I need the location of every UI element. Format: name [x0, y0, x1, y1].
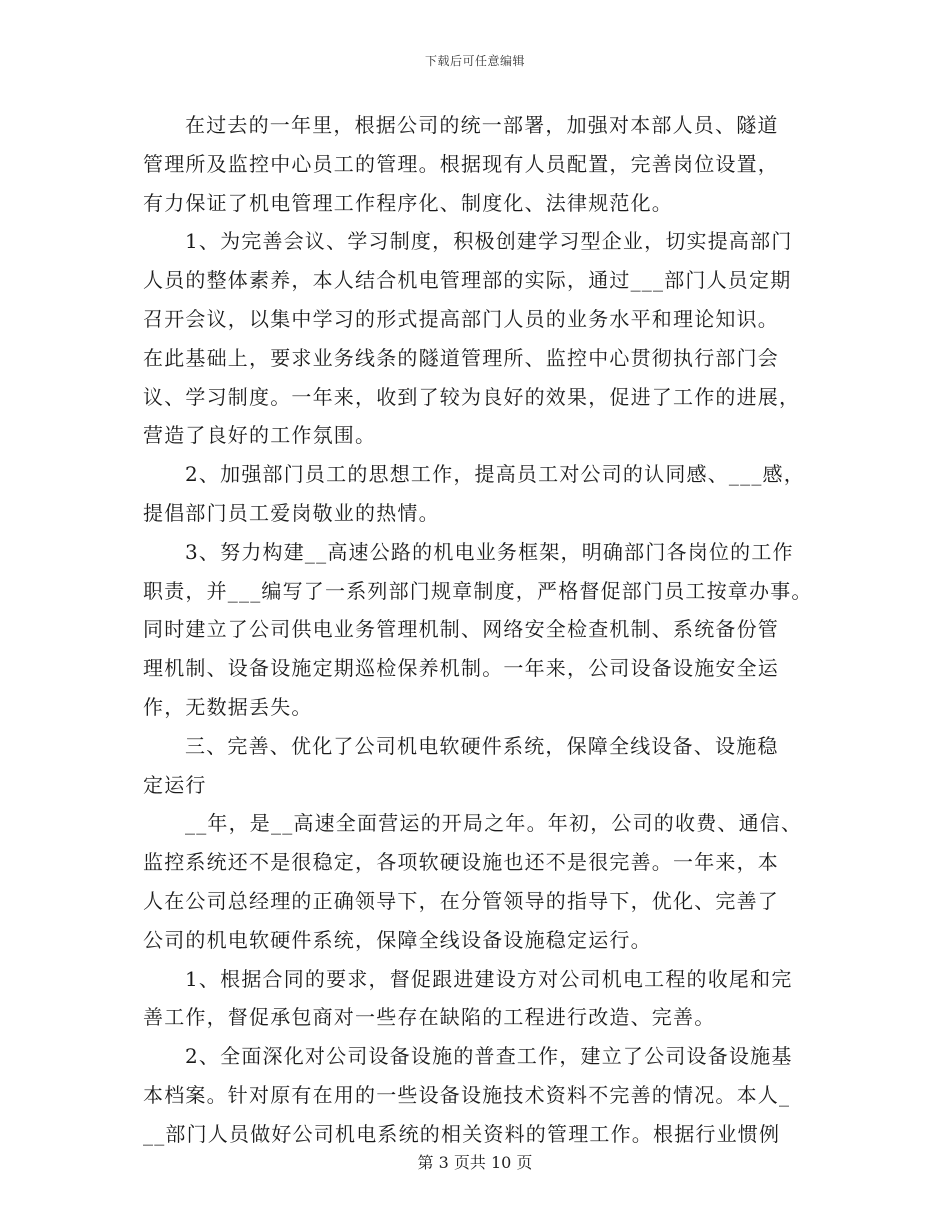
text-line: 召开会议，以集中学习的形式提高部门人员的业务水平和理论知识。: [143, 306, 779, 331]
text-line: 在此基础上，要求业务线条的隧道管理所、监控中心贯彻执行部门会: [143, 345, 779, 370]
text-line: 职责，并___编写了一系列部门规章制度，严格督促部门员工按章办事。: [143, 578, 813, 603]
page-header: 下载后可任意编辑: [424, 54, 525, 68]
text-line: 有力保证了机电管理工作程序化、制度化、法律规范化。: [143, 190, 673, 215]
text-line: 人员的整体素养，本人结合机电管理部的实际，通过___部门人员定期: [143, 268, 792, 293]
document-body: [143, 106, 813, 1154]
text-line: 三、完善、优化了公司机电软硬件系统，保障全线设备、设施稳: [185, 733, 779, 758]
text-line: 议、学习制度。一年来，收到了较为良好的效果，促进了工作的进展，: [143, 384, 801, 409]
text-line: 公司的机电软硬件系统，保障全线设备设施稳定运行。: [143, 927, 652, 952]
text-line: 2、全面深化对公司设备设施的普查工作，建立了公司设备设施基: [185, 1044, 793, 1069]
text-line: 2、加强部门员工的思想工作，提高员工对公司的认同感、___感，: [185, 462, 805, 487]
page-footer: 第 3 页共 10 页: [417, 1153, 533, 1172]
text-line: 3、努力构建__高速公路的机电业务框架，明确部门各岗位的工作: [185, 539, 794, 564]
text-line: 管理所及监控中心员工的管理。根据现有人员配置，完善岗位设置，: [143, 151, 779, 176]
text-line: 营造了良好的工作氛围。: [143, 423, 377, 448]
text-line: 1、根据合同的要求，督促跟进建设方对公司机电工程的收尾和完: [185, 966, 793, 991]
text-line: 在过去的一年里，根据公司的统一部署，加强对本部人员、隧道: [185, 113, 779, 137]
text-line: 1、为完善会议、学习制度，积极创建学习型企业，切实提高部门: [185, 229, 793, 254]
text-line: 作，无数据丢失。: [143, 694, 313, 719]
text-line: 善工作，督促承包商对一些存在缺陷的工程进行改造、完善。: [143, 1005, 716, 1030]
text-line: 同时建立了公司供电业务管理机制、网络安全检查机制、系统备份管: [143, 617, 779, 642]
text-line: 本档案。针对原有在用的一些设备设施技术资料不完善的情况。本人_: [143, 1082, 791, 1107]
text-line: __部门人员做好公司机电系统的相关资料的管理工作。根据行业惯例: [143, 1121, 781, 1146]
text-line: __年，是__高速全面营运的开局之年。年初，公司的收费、通信、: [185, 811, 803, 836]
text-line: 定运行: [143, 772, 207, 797]
text-line: 监控系统还不是很稳定，各项软硬设施也还不是很完善。一年来，本: [143, 850, 779, 875]
text-line: 理机制、设备设施定期巡检保养机制。一年来，公司设备设施安全运: [143, 656, 779, 681]
text-line: 提倡部门员工爱岗敬业的热情。: [143, 500, 440, 525]
text-line: 人在公司总经理的正确领导下，在分管领导的指导下，优化、完善了: [143, 888, 779, 913]
